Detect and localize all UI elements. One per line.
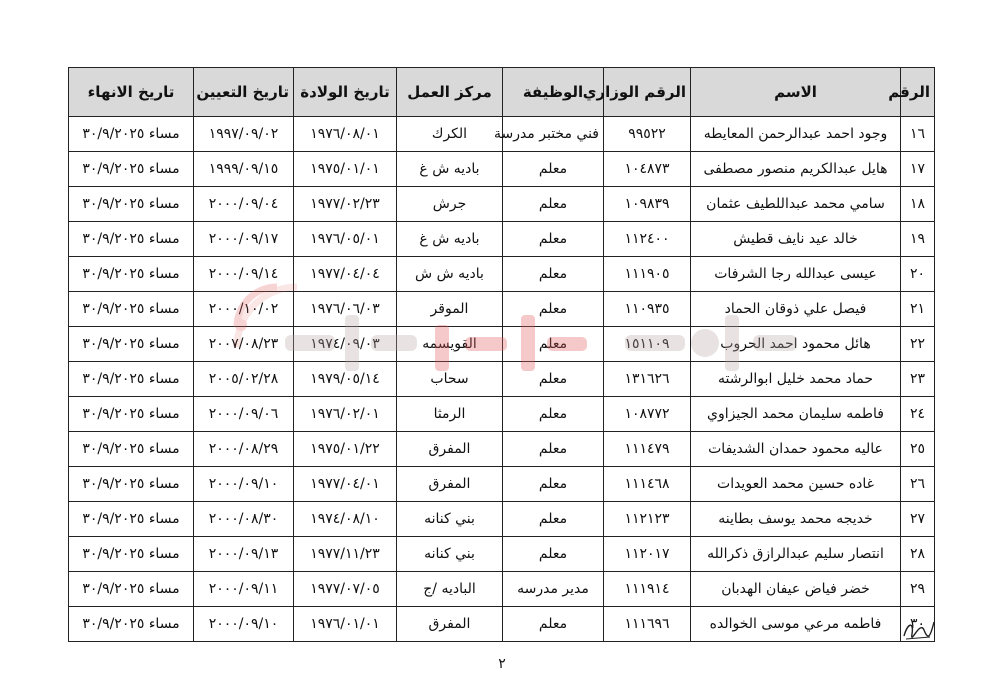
birth-date: ١٩٧٧/٠٢/٢٣ (294, 187, 397, 222)
row-number: ٢٨ (901, 537, 935, 572)
end-date: مساء ٣٠/٩/٢٠٢٥ (69, 257, 194, 292)
hire-date: ٢٠٠٠/٠٩/١٠ (194, 607, 294, 642)
row-number: ١٩ (901, 222, 935, 257)
birth-date: ١٩٧٩/٠٥/١٤ (294, 362, 397, 397)
row-number: ١٧ (901, 152, 935, 187)
row-number: ٢٣ (901, 362, 935, 397)
employee-name: وجود احمد عبدالرحمن المعايطه (691, 117, 901, 152)
job-title: معلم (503, 257, 604, 292)
header-workplace: مركز العمل (397, 68, 503, 117)
signature-mark (900, 616, 938, 642)
table-row (69, 537, 935, 572)
table-row (69, 397, 935, 432)
hire-date: ٢٠٠٠/٠٩/١٧ (194, 222, 294, 257)
employee-name: خديجه محمد يوسف بطاينه (691, 502, 901, 537)
hire-date: ٢٠٠٠/٠٨/٢٩ (194, 432, 294, 467)
birth-date: ١٩٧٧/٠٤/٠٤ (294, 257, 397, 292)
job-title: معلم (503, 467, 604, 502)
end-date: مساء ٣٠/٩/٢٠٢٥ (69, 467, 194, 502)
ministry-number: ١٥١١٠٩ (604, 327, 691, 362)
hire-date: ٢٠٠٠/٠٩/١١ (194, 572, 294, 607)
ministry-number: ١٠٨٧٧٢ (604, 397, 691, 432)
workplace: باديه ش غ (397, 152, 503, 187)
birth-date: ١٩٧٧/٠٧/٠٥ (294, 572, 397, 607)
end-date: مساء ٣٠/٩/٢٠٢٥ (69, 362, 194, 397)
job-title: معلم (503, 152, 604, 187)
workplace: باديه ش غ (397, 222, 503, 257)
job-title: معلم (503, 292, 604, 327)
workplace: الموقر (397, 292, 503, 327)
ministry-number: ١٠٩٨٣٩ (604, 187, 691, 222)
workplace: الرمثا (397, 397, 503, 432)
hire-date: ٢٠٠٥/٠٢/٢٨ (194, 362, 294, 397)
header-no: الرقم (901, 68, 935, 117)
birth-date: ١٩٧٦/٠٢/٠١ (294, 397, 397, 432)
workplace: المفرق (397, 467, 503, 502)
employees-table (68, 67, 935, 642)
page-number: ٢ (498, 656, 506, 672)
hire-date: ٢٠٠٠/٠٩/١٤ (194, 257, 294, 292)
ministry-number: ١١١٦٩٦ (604, 607, 691, 642)
workplace: بني كنانه (397, 502, 503, 537)
header-job: الوظيفة (503, 68, 604, 117)
workplace: باديه ش ش (397, 257, 503, 292)
birth-date: ١٩٧٥/٠١/٢٢ (294, 432, 397, 467)
ministry-number: ١١١٩٠٥ (604, 257, 691, 292)
table-header-row (69, 68, 935, 117)
job-title: معلم (503, 362, 604, 397)
row-number: ٢٧ (901, 502, 935, 537)
birth-date: ١٩٧٧/١١/٢٣ (294, 537, 397, 572)
row-number: ٢٢ (901, 327, 935, 362)
birth-date: ١٩٧٦/٠١/٠١ (294, 607, 397, 642)
employee-name: عاليه محمود حمدان الشديفات (691, 432, 901, 467)
ministry-number: ١١٢١٢٣ (604, 502, 691, 537)
end-date: مساء ٣٠/٩/٢٠٢٥ (69, 117, 194, 152)
ministry-number: ١١١٤٦٨ (604, 467, 691, 502)
hire-date: ٢٠٠٠/٠٩/١٣ (194, 537, 294, 572)
job-title: معلم (503, 222, 604, 257)
birth-date: ١٩٧٦/٠٨/٠١ (294, 117, 397, 152)
birth-date: ١٩٧٦/٠٦/٠٣ (294, 292, 397, 327)
table-row (69, 502, 935, 537)
employee-name: فاطمه سليمان محمد الجيزاوي (691, 397, 901, 432)
row-number: ١٦ (901, 117, 935, 152)
ministry-number: ١١٢٠١٧ (604, 537, 691, 572)
header-ministry-no: الرقم الوزاري (604, 68, 691, 117)
workplace: المفرق (397, 607, 503, 642)
row-number: ١٨ (901, 187, 935, 222)
table-row (69, 607, 935, 642)
workplace: بني كنانه (397, 537, 503, 572)
row-number: ٢١ (901, 292, 935, 327)
row-number: ٢٦ (901, 467, 935, 502)
employee-name: حماد محمد خليل ابوالرشته (691, 362, 901, 397)
job-title: معلم (503, 327, 604, 362)
job-title: معلم (503, 432, 604, 467)
birth-date: ١٩٧٤/٠٨/١٠ (294, 502, 397, 537)
employee-name: خضر فياض عيفان الهدبان (691, 572, 901, 607)
table-row (69, 257, 935, 292)
end-date: مساء ٣٠/٩/٢٠٢٥ (69, 187, 194, 222)
table-row (69, 152, 935, 187)
ministry-number: ١١١٩١٤ (604, 572, 691, 607)
workplace: الكرك (397, 117, 503, 152)
birth-date: ١٩٧٥/٠١/٠١ (294, 152, 397, 187)
employee-name: عيسى عبدالله رجا الشرفات (691, 257, 901, 292)
employee-name: انتصار سليم عبدالرازق ذكرالله (691, 537, 901, 572)
workplace: سحاب (397, 362, 503, 397)
table-row (69, 467, 935, 502)
ministry-number: ١٠٤٨٧٣ (604, 152, 691, 187)
job-title: مدير مدرسه (503, 572, 604, 607)
table-row (69, 187, 935, 222)
hire-date: ١٩٩٩/٠٩/١٥ (194, 152, 294, 187)
employee-name: فيصل علي ذوقان الحماد (691, 292, 901, 327)
end-date: مساء ٣٠/٩/٢٠٢٥ (69, 222, 194, 257)
end-date: مساء ٣٠/٩/٢٠٢٥ (69, 397, 194, 432)
table-row (69, 327, 935, 362)
hire-date: ١٩٩٧/٠٩/٠٢ (194, 117, 294, 152)
job-title: معلم (503, 397, 604, 432)
row-number: ٢٤ (901, 397, 935, 432)
end-date: مساء ٣٠/٩/٢٠٢٥ (69, 537, 194, 572)
employee-name: سامي محمد عبداللطيف عثمان (691, 187, 901, 222)
hire-date: ٢٠٠٠/٠٩/٠٦ (194, 397, 294, 432)
end-date: مساء ٣٠/٩/٢٠٢٥ (69, 572, 194, 607)
header-hire-date: تاريخ التعيين (194, 68, 294, 117)
ministry-number: ١١٠٩٣٥ (604, 292, 691, 327)
hire-date: ٢٠٠٠/١٠/٠٢ (194, 292, 294, 327)
job-title: فني مختبر مدرسة (503, 117, 604, 152)
header-name: الاسم (691, 68, 901, 117)
end-date: مساء ٣٠/٩/٢٠٢٥ (69, 607, 194, 642)
birth-date: ١٩٧٧/٠٤/٠١ (294, 467, 397, 502)
employee-name: خالد عيد نايف قطيش (691, 222, 901, 257)
end-date: مساء ٣٠/٩/٢٠٢٥ (69, 292, 194, 327)
table-row (69, 432, 935, 467)
hire-date: ٢٠٠٠/٠٨/٣٠ (194, 502, 294, 537)
workplace: الباديه /ج (397, 572, 503, 607)
row-number: ٣٠ (901, 607, 935, 642)
ministry-number: ١١٢٤٠٠ (604, 222, 691, 257)
row-number: ٢٥ (901, 432, 935, 467)
job-title: معلم (503, 537, 604, 572)
table-row (69, 362, 935, 397)
table-row (69, 117, 935, 152)
employee-name: هايل عبدالكريم منصور مصطفى (691, 152, 901, 187)
hire-date: ٢٠٠٠/٠٩/١٠ (194, 467, 294, 502)
employee-name: فاطمه مرعي موسى الخوالده (691, 607, 901, 642)
hire-date: ٢٠٠٧/٠٨/٢٣ (194, 327, 294, 362)
birth-date: ١٩٧٤/٠٩/٠٣ (294, 327, 397, 362)
ministry-number: ٩٩٥٢٢ (604, 117, 691, 152)
birth-date: ١٩٧٦/٠٥/٠١ (294, 222, 397, 257)
header-birth-date: تاريخ الولادة (294, 68, 397, 117)
job-title: معلم (503, 607, 604, 642)
header-end-date: تاريخ الانهاء (69, 68, 194, 117)
employee-name: غاده حسين محمد العويدات (691, 467, 901, 502)
ministry-number: ١١١٤٧٩ (604, 432, 691, 467)
hire-date: ٢٠٠٠/٠٩/٠٤ (194, 187, 294, 222)
row-number: ٢٩ (901, 572, 935, 607)
end-date: مساء ٣٠/٩/٢٠٢٥ (69, 152, 194, 187)
ministry-number: ١٣١٦٢٦ (604, 362, 691, 397)
row-number: ٢٠ (901, 257, 935, 292)
end-date: مساء ٣٠/٩/٢٠٢٥ (69, 327, 194, 362)
table-row (69, 292, 935, 327)
job-title: معلم (503, 502, 604, 537)
workplace: القويسمه (397, 327, 503, 362)
employee-name: هائل محمود احمد الحروب (691, 327, 901, 362)
table-row (69, 222, 935, 257)
workplace: جرش (397, 187, 503, 222)
job-title: معلم (503, 187, 604, 222)
end-date: مساء ٣٠/٩/٢٠٢٥ (69, 432, 194, 467)
end-date: مساء ٣٠/٩/٢٠٢٥ (69, 502, 194, 537)
table-row (69, 572, 935, 607)
workplace: المفرق (397, 432, 503, 467)
